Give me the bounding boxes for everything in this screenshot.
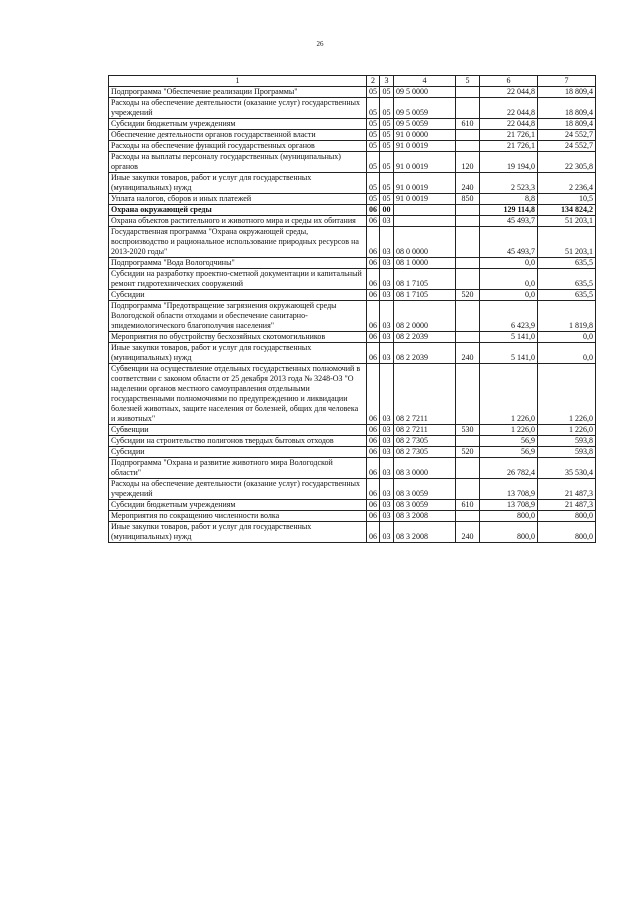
- row-section: 06: [367, 447, 380, 458]
- row-subsection: 05: [380, 98, 394, 119]
- header-col-target-item: 4: [394, 76, 456, 87]
- row-section: 06: [367, 205, 380, 216]
- row-expense-type: [456, 258, 480, 269]
- row-expense-type: [456, 436, 480, 447]
- table-row: [109, 364, 596, 425]
- row-target-item: 08 2 7305: [394, 447, 456, 458]
- row-amount-year-1: 45 493,7: [480, 216, 538, 227]
- row-expense-type: 240: [456, 522, 480, 543]
- row-expense-type: 610: [456, 500, 480, 511]
- row-section: 06: [367, 500, 380, 511]
- row-expense-type: [456, 364, 480, 425]
- row-target-item: 08 2 7211: [394, 425, 456, 436]
- row-subsection: 03: [380, 269, 394, 290]
- row-amount-year-1: 0,0: [480, 258, 538, 269]
- row-amount-year-1: 19 194,0: [480, 152, 538, 173]
- row-expense-type: [456, 479, 480, 500]
- row-amount-year-1: 0,0: [480, 269, 538, 290]
- table-row: [109, 227, 596, 258]
- row-target-item: 08 2 7305: [394, 436, 456, 447]
- table-row: [109, 301, 596, 332]
- row-expense-type: 240: [456, 173, 480, 194]
- row-section: 06: [367, 332, 380, 343]
- table-row: [109, 216, 596, 227]
- row-subsection: 03: [380, 447, 394, 458]
- row-target-item: 08 3 2008: [394, 511, 456, 522]
- header-col-year-1: 6: [480, 76, 538, 87]
- row-subsection: 03: [380, 227, 394, 258]
- row-target-item: 91 0 0019: [394, 152, 456, 173]
- row-subsection: 05: [380, 152, 394, 173]
- row-section: 06: [367, 343, 380, 364]
- table-row: [109, 511, 596, 522]
- row-name: Расходы на обеспечение функций государственных органов: [109, 141, 367, 152]
- row-section: 05: [367, 87, 380, 98]
- row-amount-year-1: 6 423,9: [480, 301, 538, 332]
- row-amount-year-2: 635,5: [538, 269, 596, 290]
- row-subsection: 03: [380, 511, 394, 522]
- row-section: 06: [367, 479, 380, 500]
- row-target-item: 08 3 0059: [394, 479, 456, 500]
- table-row: [109, 290, 596, 301]
- table-row: [109, 152, 596, 173]
- row-section: 05: [367, 130, 380, 141]
- row-target-item: 08 1 7105: [394, 269, 456, 290]
- table-row: [109, 522, 596, 543]
- row-target-item: [394, 205, 456, 216]
- table-row: [109, 500, 596, 511]
- row-subsection: 03: [380, 522, 394, 543]
- row-amount-year-1: 1 226,0: [480, 364, 538, 425]
- row-subsection: 03: [380, 290, 394, 301]
- row-name: Иные закупки товаров, работ и услуг для государственных (муниципальных) нужд: [109, 343, 367, 364]
- row-target-item: 08 2 7211: [394, 364, 456, 425]
- table-row: [109, 87, 596, 98]
- row-name: Мероприятия по обустройству бесхозяйных скотомогильников: [109, 332, 367, 343]
- row-amount-year-1: 5 141,0: [480, 332, 538, 343]
- row-amount-year-2: 2 236,4: [538, 173, 596, 194]
- row-name: Расходы на обеспечение деятельности (оказание услуг) государственных учреждений: [109, 479, 367, 500]
- row-target-item: 08 1 7105: [394, 290, 456, 301]
- row-amount-year-2: 18 809,4: [538, 98, 596, 119]
- row-name: Субсидии: [109, 290, 367, 301]
- row-amount-year-1: 56,9: [480, 436, 538, 447]
- row-target-item: 08 0 0000: [394, 227, 456, 258]
- table-row: [109, 258, 596, 269]
- row-target-item: [394, 216, 456, 227]
- row-expense-type: 610: [456, 119, 480, 130]
- table-row: [109, 436, 596, 447]
- row-amount-year-1: 13 708,9: [480, 479, 538, 500]
- row-section: 06: [367, 522, 380, 543]
- row-section: 06: [367, 364, 380, 425]
- row-subsection: 05: [380, 87, 394, 98]
- row-section: 06: [367, 436, 380, 447]
- row-amount-year-2: 22 305,8: [538, 152, 596, 173]
- row-target-item: 08 3 0059: [394, 500, 456, 511]
- row-name: Подпрограмма "Охрана и развитие животного мира Вологодской области": [109, 458, 367, 479]
- table-row: [109, 332, 596, 343]
- row-subsection: 03: [380, 425, 394, 436]
- row-name: Подпрограмма "Предотвращение загрязнения окружающей среды Вологодской области отходами и обеспечение санитарно-эпидемиологического благополучия населения": [109, 301, 367, 332]
- row-section: 06: [367, 269, 380, 290]
- row-expense-type: [456, 269, 480, 290]
- row-expense-type: [456, 130, 480, 141]
- row-target-item: 08 3 0000: [394, 458, 456, 479]
- row-amount-year-2: 635,5: [538, 258, 596, 269]
- row-amount-year-2: 1 819,8: [538, 301, 596, 332]
- row-subsection: 00: [380, 205, 394, 216]
- row-subsection: 03: [380, 343, 394, 364]
- row-subsection: 05: [380, 173, 394, 194]
- row-amount-year-1: 800,0: [480, 522, 538, 543]
- row-amount-year-2: 1 226,0: [538, 364, 596, 425]
- row-amount-year-2: 593,8: [538, 436, 596, 447]
- table-row: [109, 269, 596, 290]
- row-subsection: 05: [380, 119, 394, 130]
- row-subsection: 03: [380, 458, 394, 479]
- row-amount-year-2: 35 530,4: [538, 458, 596, 479]
- row-subsection: 03: [380, 500, 394, 511]
- row-amount-year-1: 5 141,0: [480, 343, 538, 364]
- row-amount-year-1: 800,0: [480, 511, 538, 522]
- row-target-item: 91 0 0019: [394, 194, 456, 205]
- row-expense-type: 850: [456, 194, 480, 205]
- row-name: Подпрограмма "Вода Вологодчины": [109, 258, 367, 269]
- row-amount-year-2: 18 809,4: [538, 119, 596, 130]
- row-subsection: 03: [380, 479, 394, 500]
- row-target-item: 09 5 0059: [394, 119, 456, 130]
- table-row: [109, 130, 596, 141]
- row-target-item: 08 2 0000: [394, 301, 456, 332]
- row-amount-year-2: 593,8: [538, 447, 596, 458]
- table-row: [109, 194, 596, 205]
- page-number: 26: [316, 40, 324, 48]
- row-expense-type: [456, 141, 480, 152]
- header-row: [109, 76, 596, 87]
- row-amount-year-2: 51 203,1: [538, 227, 596, 258]
- row-name: Субвенции на осуществление отдельных государственных полномочий в соответствии с законом области от 25 декабря 2013 года № 3248-ОЗ "О наделении органов местного самоуправления отдельными государственными полномочиями по предупреждению и ликвидации болезней животных, защите населения от болезней, общих для человека и животных": [109, 364, 367, 425]
- row-amount-year-2: 635,5: [538, 290, 596, 301]
- row-name: Иные закупки товаров, работ и услуг для государственных (муниципальных) нужд: [109, 173, 367, 194]
- row-amount-year-1: 56,9: [480, 447, 538, 458]
- row-amount-year-1: 2 523,3: [480, 173, 538, 194]
- row-amount-year-2: 0,0: [538, 332, 596, 343]
- row-section: 06: [367, 425, 380, 436]
- table-header: [109, 76, 596, 87]
- row-expense-type: [456, 511, 480, 522]
- row-amount-year-2: 800,0: [538, 522, 596, 543]
- row-section: 06: [367, 216, 380, 227]
- row-amount-year-1: 129 114,8: [480, 205, 538, 216]
- table-row: [109, 343, 596, 364]
- row-section: 06: [367, 258, 380, 269]
- row-expense-type: 240: [456, 343, 480, 364]
- row-name: Субсидии на строительство полигонов твердых бытовых отходов: [109, 436, 367, 447]
- row-section: 05: [367, 98, 380, 119]
- table-body: [109, 87, 596, 543]
- row-amount-year-1: 1 226,0: [480, 425, 538, 436]
- row-name: Государственная программа "Охрана окружающей среды, воспроизводство и рациональное использование природных ресурсов на 2013-2020 годы": [109, 227, 367, 258]
- row-name: Охрана объектов растительного и животного мира и среды их обитания: [109, 216, 367, 227]
- row-target-item: 91 0 0019: [394, 173, 456, 194]
- row-name: Обеспечение деятельности органов государственной власти: [109, 130, 367, 141]
- table-row: [109, 98, 596, 119]
- table-row: [109, 173, 596, 194]
- row-subsection: 05: [380, 141, 394, 152]
- row-name: Субсидии бюджетным учреждениям: [109, 500, 367, 511]
- row-name: Иные закупки товаров, работ и услуг для государственных (муниципальных) нужд: [109, 522, 367, 543]
- row-amount-year-1: 8,8: [480, 194, 538, 205]
- row-amount-year-2: 134 824,2: [538, 205, 596, 216]
- table-row: [109, 119, 596, 130]
- row-expense-type: [456, 87, 480, 98]
- table-row: [109, 447, 596, 458]
- row-target-item: 09 5 0000: [394, 87, 456, 98]
- row-name: Субвенции: [109, 425, 367, 436]
- row-expense-type: 520: [456, 290, 480, 301]
- row-expense-type: [456, 301, 480, 332]
- row-expense-type: 120: [456, 152, 480, 173]
- row-amount-year-2: 24 552,7: [538, 130, 596, 141]
- row-amount-year-1: 21 726,1: [480, 130, 538, 141]
- table-row: [109, 425, 596, 436]
- row-expense-type: [456, 216, 480, 227]
- row-section: 06: [367, 227, 380, 258]
- row-amount-year-2: 10,5: [538, 194, 596, 205]
- budget-table: [108, 75, 596, 543]
- row-amount-year-1: 0,0: [480, 290, 538, 301]
- row-amount-year-1: 22 044,8: [480, 98, 538, 119]
- row-amount-year-1: 21 726,1: [480, 141, 538, 152]
- row-target-item: 08 2 2039: [394, 343, 456, 364]
- row-name: Субсидии: [109, 447, 367, 458]
- row-target-item: 09 5 0059: [394, 98, 456, 119]
- row-expense-type: [456, 332, 480, 343]
- row-amount-year-2: 1 226,0: [538, 425, 596, 436]
- row-name: Уплата налогов, сборов и иных платежей: [109, 194, 367, 205]
- row-section: 05: [367, 119, 380, 130]
- row-subsection: 03: [380, 301, 394, 332]
- header-col-subsection: 3: [380, 76, 394, 87]
- row-subsection: 05: [380, 130, 394, 141]
- row-amount-year-2: 800,0: [538, 511, 596, 522]
- row-expense-type: [456, 205, 480, 216]
- row-section: 06: [367, 511, 380, 522]
- row-expense-type: 520: [456, 447, 480, 458]
- row-amount-year-2: 18 809,4: [538, 87, 596, 98]
- row-amount-year-2: 0,0: [538, 343, 596, 364]
- row-amount-year-1: 22 044,8: [480, 119, 538, 130]
- header-col-expense-type: 5: [456, 76, 480, 87]
- row-expense-type: [456, 227, 480, 258]
- row-target-item: 91 0 0019: [394, 141, 456, 152]
- row-subsection: 03: [380, 332, 394, 343]
- row-expense-type: 530: [456, 425, 480, 436]
- row-expense-type: [456, 458, 480, 479]
- row-subsection: 03: [380, 436, 394, 447]
- row-name: Расходы на выплаты персоналу государственных (муниципальных) органов: [109, 152, 367, 173]
- table-row: [109, 141, 596, 152]
- row-subsection: 05: [380, 194, 394, 205]
- row-target-item: 08 3 2008: [394, 522, 456, 543]
- row-name: Охрана окружающей среды: [109, 205, 367, 216]
- row-amount-year-2: 24 552,7: [538, 141, 596, 152]
- row-section: 05: [367, 141, 380, 152]
- table-row: [109, 458, 596, 479]
- row-amount-year-2: 21 487,3: [538, 500, 596, 511]
- row-subsection: 03: [380, 216, 394, 227]
- row-section: 06: [367, 458, 380, 479]
- row-name: Субсидии бюджетным учреждениям: [109, 119, 367, 130]
- row-expense-type: [456, 98, 480, 119]
- row-section: 06: [367, 290, 380, 301]
- row-subsection: 03: [380, 364, 394, 425]
- table-row: [109, 479, 596, 500]
- row-name: Субсидии на разработку проектно-сметной документации и капитальный ремонт гидротехнических сооружений: [109, 269, 367, 290]
- row-target-item: 91 0 0000: [394, 130, 456, 141]
- row-target-item: 08 2 2039: [394, 332, 456, 343]
- header-col-section: 2: [367, 76, 380, 87]
- row-section: 05: [367, 152, 380, 173]
- row-name: Подпрограмма "Обеспечение реализации Программы": [109, 87, 367, 98]
- row-name: Расходы на обеспечение деятельности (оказание услуг) государственных учреждений: [109, 98, 367, 119]
- row-amount-year-1: 45 493,7: [480, 227, 538, 258]
- header-col-name: 1: [109, 76, 367, 87]
- row-amount-year-1: 13 708,9: [480, 500, 538, 511]
- row-target-item: 08 1 0000: [394, 258, 456, 269]
- row-section: 05: [367, 173, 380, 194]
- row-amount-year-2: 51 203,1: [538, 216, 596, 227]
- row-amount-year-1: 22 044,8: [480, 87, 538, 98]
- header-col-year-2: 7: [538, 76, 596, 87]
- row-subsection: 03: [380, 258, 394, 269]
- row-section: 05: [367, 194, 380, 205]
- row-name: Мероприятия по сокращению численности волка: [109, 511, 367, 522]
- row-amount-year-1: 26 782,4: [480, 458, 538, 479]
- row-section: 06: [367, 301, 380, 332]
- row-amount-year-2: 21 487,3: [538, 479, 596, 500]
- table-row: [109, 205, 596, 216]
